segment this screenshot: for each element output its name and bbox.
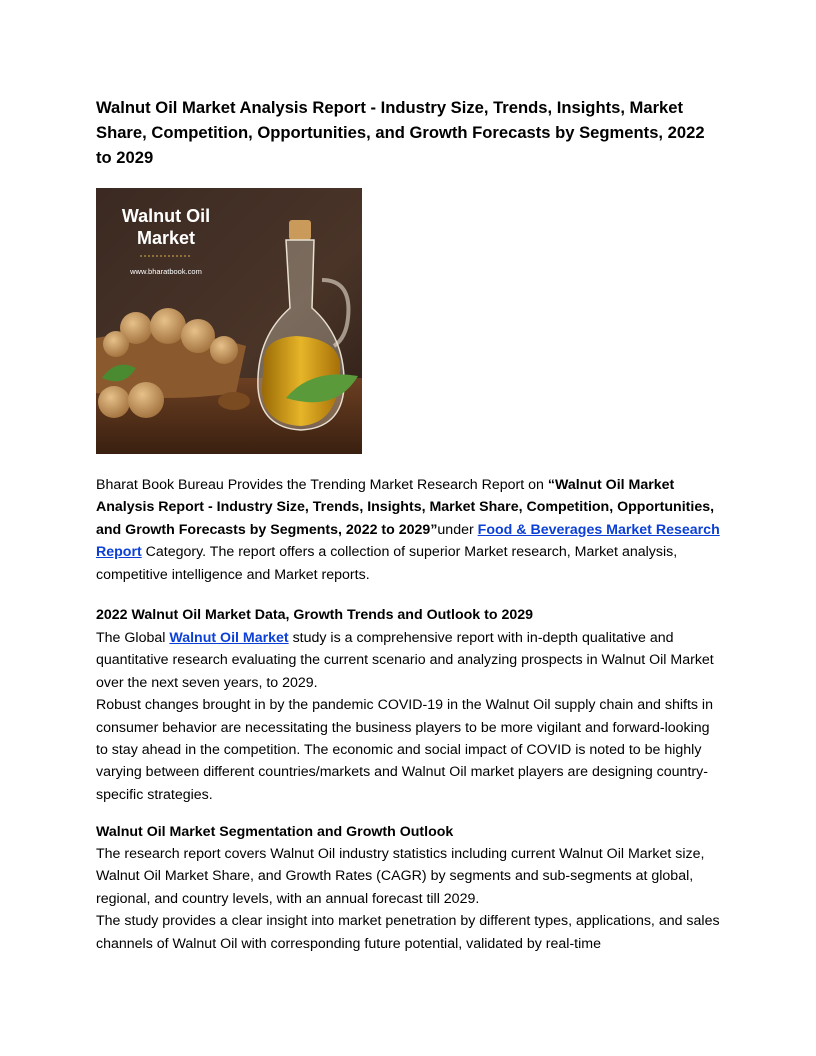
section1-heading: 2022 Walnut Oil Market Data, Growth Trends and Outlook to 2029 <box>96 607 534 623</box>
section1-p1-suffix: study is a comprehensive report with in-depth qualitative and quantitative research evaluating the current scenario and analyzing prospects in Walnut Oil Market over the next seven years, to 2029. <box>96 630 714 691</box>
intro-prefix: Bharat Book Bureau Provides the Trending Market Research Report on <box>96 477 548 493</box>
walnut-oil-market-link[interactable]: Walnut Oil Market <box>169 630 289 646</box>
hero-image <box>96 188 362 454</box>
section1-paragraph1 <box>96 627 720 694</box>
hero-title-line2: Market <box>136 228 196 248</box>
section2-paragraph2: The study provides a clear insight into market penetration by different types, applications, and sales channels of Walnut Oil with corresponding future potential, validated by real-time <box>96 913 720 952</box>
intro-paragraph <box>96 474 720 586</box>
intro-under: under <box>437 521 478 538</box>
section2-body <box>96 843 720 955</box>
walnut-oil-illustration <box>96 188 362 454</box>
section2-heading: Walnut Oil Market Segmentation and Growth Outlook <box>96 824 454 840</box>
intro-report-title: “Walnut Oil Market Analysis Report - Industry Size, Trends, Insights, Market Share, Competition, Opportunities, and Growth Forecasts by Segments, 2022 to 2029” <box>96 477 715 538</box>
hero-title-line1: Walnut Oil <box>121 206 211 226</box>
section2-paragraph1: The research report covers Walnut Oil industry statistics including current Walnut Oil Market size, Walnut Oil Market Share, and Growth Rates (CAGR) by segments and sub-segments at global, regional, and country levels, with an annual forecast till 2029. <box>96 846 705 907</box>
section1-body <box>96 627 720 806</box>
section1-paragraph2: Robust changes brought in by the pandemic COVID-19 in the Walnut Oil supply chain and shifts in consumer behavior are necessitating the business players to be more vigilant and forward-looking to stay ahead in the competition. The economic and social impact of COVID is noted to be highly varying between different countries/markets and Walnut Oil market players are designing country-specific strategies. <box>96 697 713 803</box>
report-title: Walnut Oil Market Analysis Report - Industry Size, Trends, Insights, Market Share, Competition, Opportunities, and Growth Forecasts by Segments, 2022 to 2029 <box>96 98 705 167</box>
section1-p1-prefix: The Global <box>96 630 170 646</box>
intro-suffix: Category. The report offers a collection of superior Market research, Market analysis, competitive intelligence and Market reports. <box>96 544 678 583</box>
hero-website: www.bharatbook.com <box>130 267 202 276</box>
category-link[interactable]: Food & Beverages Market Research Report <box>96 521 720 561</box>
